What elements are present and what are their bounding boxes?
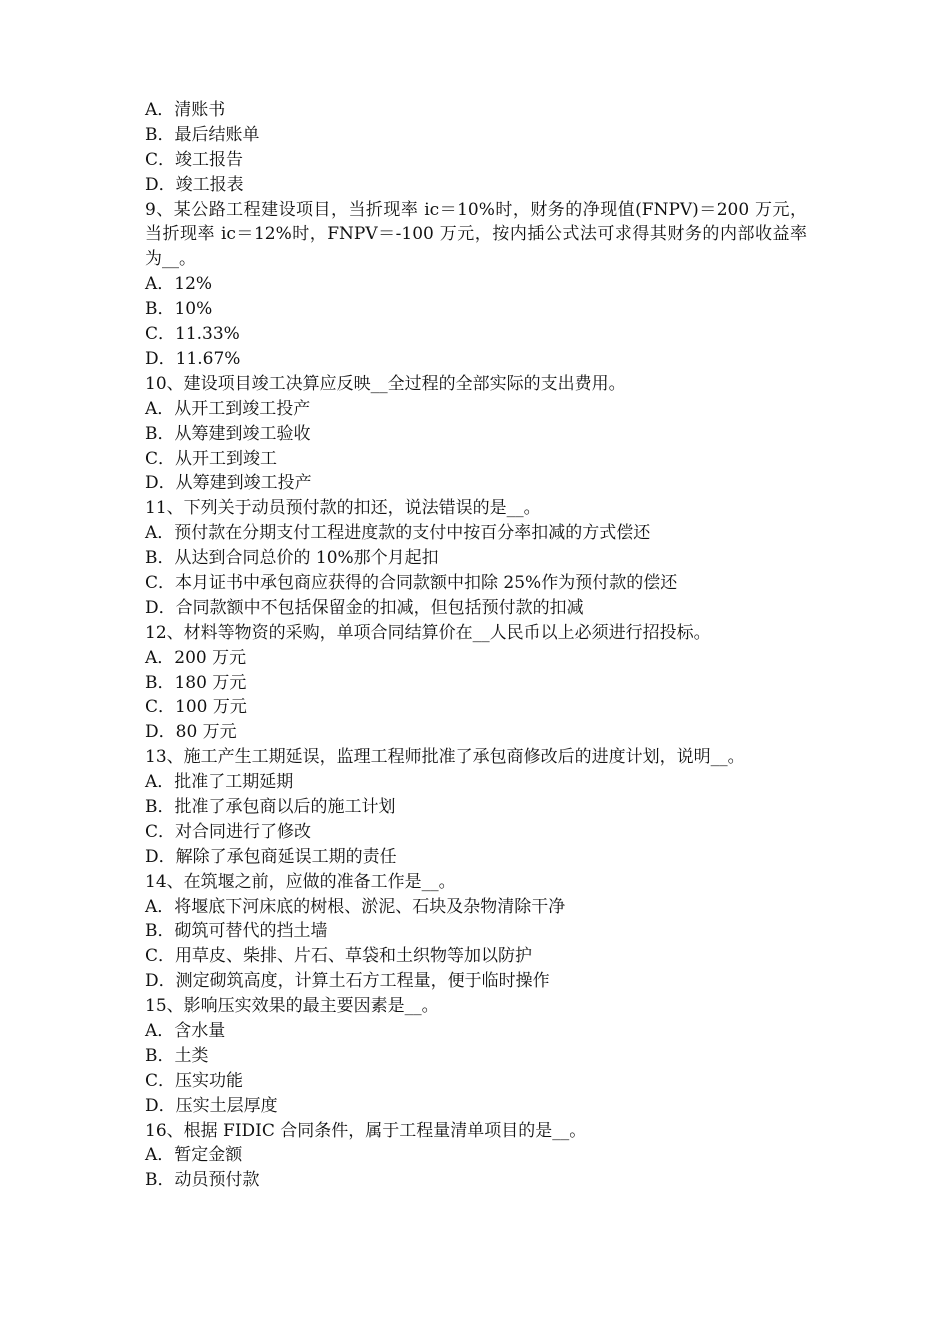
option-12b: B．180 万元 <box>145 672 247 693</box>
option-9b: B．10% <box>145 299 213 320</box>
question-9: 9、某公路工程建设项目，当折现率 ic＝10%时，财务的净现值(FNPV)＝200 万元，当折现率 ic＝12%时，FNPV＝-100 万元，按内插公式法可求得其财务的内部收益率为__。 <box>145 199 807 270</box>
question-15: 15、影响压实效果的最主要因素是__。 <box>145 996 439 1017</box>
option-14c: C．用草皮、柴排、片石、草袋和土织物等加以防护 <box>145 946 533 967</box>
option-11b: B．从达到合同总价的 10%那个月起扣 <box>145 548 439 569</box>
option-9d: D．11.67% <box>145 348 241 369</box>
option-15a: A．含水量 <box>145 1021 226 1041</box>
option-9a: A．12% <box>145 274 213 295</box>
option-11a: A．预付款在分期支付工程进度款的支付中按百分率扣减的方式偿还 <box>145 523 651 544</box>
option-10a: A．从开工到竣工投产 <box>145 398 311 419</box>
option-13d: D．解除了承包商延误工期的责任 <box>145 846 397 867</box>
option-8b: B．最后结账单 <box>145 124 260 145</box>
option-8d: D．竣工报表 <box>145 174 244 195</box>
option-8a: A．清账书 <box>145 100 226 120</box>
option-12a: A．200 万元 <box>145 647 247 668</box>
option-12d: D．80 万元 <box>145 722 237 743</box>
option-9c: C．11.33% <box>145 324 240 345</box>
option-13c: C．对合同进行了修改 <box>145 821 312 842</box>
question-14: 14、在筑堰之前，应做的准备工作是__。 <box>145 871 456 892</box>
question-11: 11、下列关于动员预付款的扣还，说法错误的是__。 <box>145 498 541 519</box>
option-14d: D．测定砌筑高度，计算土石方工程量，便于临时操作 <box>145 971 550 992</box>
option-13a: A．批准了工期延期 <box>145 772 294 793</box>
option-8c: C．竣工报告 <box>145 149 244 170</box>
option-13b: B．批准了承包商以后的施工计划 <box>145 796 396 817</box>
option-15d: D．压实土层厚度 <box>145 1095 278 1116</box>
option-10b: B．从筹建到竣工验收 <box>145 423 311 444</box>
option-16a: A．暂定金额 <box>145 1145 243 1166</box>
option-14b: B．砌筑可替代的挡土墙 <box>145 921 328 942</box>
option-12c: C．100 万元 <box>145 697 247 718</box>
option-16b: B．动员预付款 <box>145 1170 260 1191</box>
option-15b: B．土类 <box>145 1045 209 1066</box>
question-10: 10、建设项目竣工决算应反映__全过程的全部实际的支出费用。 <box>145 373 626 394</box>
question-13: 13、施工产生工期延误，监理工程师批准了承包商修改后的进度计划，说明__。 <box>145 747 745 768</box>
option-11d: D．合同款额中不包括保留金的扣减，但包括预付款的扣减 <box>145 597 584 618</box>
option-10d: D．从筹建到竣工投产 <box>145 473 312 494</box>
option-10c: C．从开工到竣工 <box>145 448 278 469</box>
option-11c: C．本月证书中承包商应获得的合同款额中扣除 25%作为预付款的偿还 <box>145 572 678 593</box>
question-12: 12、材料等物资的采购，单项合同结算价在__人民币以上必须进行招投标。 <box>145 622 711 643</box>
option-14a: A．将堰底下河床底的树根、淤泥、石块及杂物清除干净 <box>145 896 566 917</box>
question-16: 16、根据 FIDIC 合同条件，属于工程量清单项目的是__。 <box>145 1120 587 1141</box>
option-15c: C．压实功能 <box>145 1070 244 1091</box>
document-page <box>145 98 815 1193</box>
